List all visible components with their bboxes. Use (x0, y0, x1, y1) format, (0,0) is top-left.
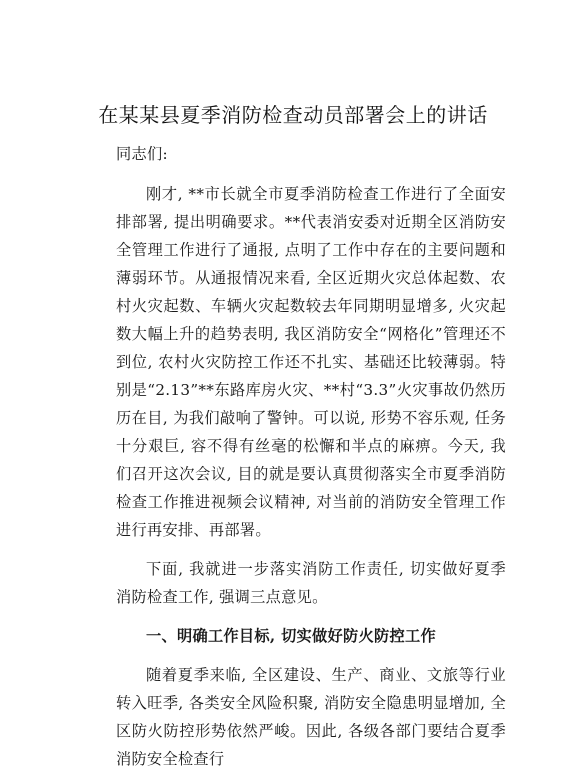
document-body (116, 140, 506, 773)
section-heading: 一、明确工作目标, 切实做好防火防控工作 (146, 627, 436, 645)
body-paragraph-2: 下面, 我就进一步落实消防工作责任, 切实做好夏季消防检查工作, 强调三点意见。 (116, 560, 506, 606)
section-paragraph: 随着夏季来临, 全区建设、生产、商业、文旅等行业转入旺季, 各类安全风险积聚, 消防安全隐患明显增加, 全区防火防控形势依然严峻。因此, 各级各部门要结合夏季消防安全检查行 (116, 666, 506, 768)
body-paragraph-1: 刚才, **市长就全市夏季消防检查工作进行了全面安排部署, 提出明确要求。**代表消安委对近期全区消防安全管理工作进行了通报, 点明了工作中存在的主要问题和薄弱环节。从通报情况来看, 全区近期火灾总体起数、农村火灾起数、车辆火灾起数较去年同期明显增多, 火灾起数大幅上升的趋势表明, 我区消防安全“网格化”管理还不到位, 农村火灾防控工作还不扎实、基础还比较薄弱。特别是“2.13”**东路库房火灾、**村“3.3”火灾事故仍然历历在目, 为我们敲响了警钟。可以说, 形势不容乐观, 任务十分艰巨, 容不得有丝毫的松懈和半点的麻痹。今天, 我们召开这次会议, 目的就是要认真贯彻落实全市夏季消防检查工作推进视频会议精神, 对当前的消防安全管理工作进行再安排、再部署。 (116, 185, 506, 539)
document-title: 在某某县夏季消防检查动员部署会上的讲话 (98, 103, 488, 127)
salutation: 同志们: (116, 145, 168, 163)
